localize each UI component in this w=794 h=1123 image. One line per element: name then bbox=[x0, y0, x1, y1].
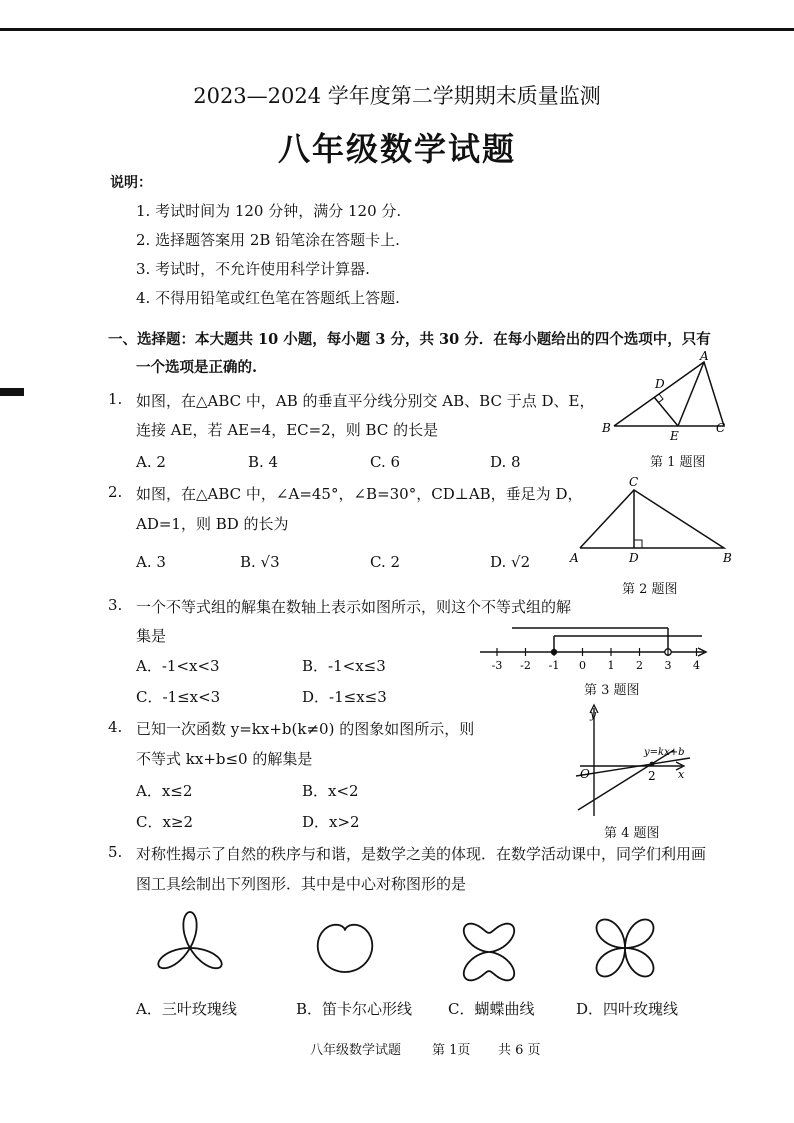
option-a: A．三叶玫瑰线 bbox=[136, 1000, 237, 1018]
cardioid-figure bbox=[300, 910, 390, 990]
option-d: D. 8 bbox=[490, 453, 521, 471]
axis-tick-label: 4 bbox=[693, 659, 700, 672]
instruction-item: 4. 不得用铅笔或红色笔在答题纸上答题. bbox=[136, 289, 400, 307]
option-a: A. 2 bbox=[136, 453, 166, 471]
label-e: E bbox=[670, 429, 679, 443]
option-c: C. 6 bbox=[370, 453, 401, 471]
question-text: 不等式 kx+b≤0 的解集是 bbox=[136, 750, 313, 768]
option-d: D．-1≤x≤3 bbox=[302, 688, 387, 706]
footer-subject: 八年级数学试题 bbox=[310, 1043, 402, 1058]
label-c: C bbox=[629, 475, 639, 489]
butterfly-curve-figure bbox=[444, 908, 534, 988]
question-text: AD=1，则 BD 的长为 bbox=[136, 515, 289, 533]
label-x: x bbox=[678, 768, 685, 781]
question-text: 一个不等式组的解集在数轴上表示如图所示，则这个不等式组的解 bbox=[136, 598, 572, 616]
footer-page-number: 第 1页 bbox=[432, 1043, 471, 1058]
question-text: 集是 bbox=[136, 627, 167, 645]
label-b: B bbox=[723, 551, 732, 565]
option-a: A. 3 bbox=[136, 553, 166, 571]
option-b: B．x<2 bbox=[302, 782, 359, 800]
question-number: 3. bbox=[108, 596, 123, 614]
option-c: C. 2 bbox=[370, 553, 401, 571]
top-border-line bbox=[0, 28, 794, 31]
figure-q1 bbox=[598, 348, 748, 448]
label-d: D bbox=[655, 377, 665, 391]
question-number: 1. bbox=[108, 390, 123, 408]
option-c: C．x≥2 bbox=[136, 813, 194, 831]
question-text: 连接 AE，若 AE=4，EC=2，则 BC 的长是 bbox=[136, 421, 439, 439]
footer-page-total: 共 6 页 bbox=[498, 1043, 541, 1058]
question-text: 如图，在△ABC 中，AB 的垂直平分线分别交 AB、BC 于点 D、E， bbox=[136, 392, 595, 410]
option-c: C．-1≤x<3 bbox=[136, 688, 221, 706]
label-a: A bbox=[700, 349, 709, 363]
exam-title: 2023—2024 学年度第二学期期末质量监测 bbox=[193, 84, 601, 108]
figure-q4 bbox=[570, 700, 700, 820]
main-title: 八年级数学试题 bbox=[277, 130, 516, 168]
option-b: B. 4 bbox=[248, 453, 279, 471]
question-text: 对称性揭示了自然的秩序与和谐，是数学之美的体现．在数学活动课中，同学们利用画 bbox=[136, 845, 707, 863]
option-c: C．蝴蝶曲线 bbox=[448, 1000, 535, 1018]
label-function: y=kx+b bbox=[644, 747, 685, 758]
option-d: D．四叶玫瑰线 bbox=[576, 1000, 679, 1018]
figure-caption: 第 3 题图 bbox=[584, 683, 640, 698]
three-leaf-rose-figure bbox=[150, 908, 230, 988]
axis-tick-label: -2 bbox=[520, 659, 531, 672]
figure-caption: 第 4 题图 bbox=[604, 826, 660, 841]
question-number: 4. bbox=[108, 718, 123, 736]
option-a: A．x≤2 bbox=[136, 782, 193, 800]
label-two: 2 bbox=[648, 769, 656, 783]
number-line-figure bbox=[474, 620, 714, 672]
option-b: B．笛卡尔心形线 bbox=[296, 1000, 413, 1018]
label-y: y bbox=[590, 708, 597, 721]
figure-q2 bbox=[568, 476, 744, 566]
axis-tick-label: 2 bbox=[636, 659, 643, 672]
four-leaf-rose-figure bbox=[585, 908, 665, 988]
option-a: A．-1<x<3 bbox=[136, 657, 220, 675]
instructions-heading: 说明： bbox=[110, 175, 152, 191]
option-d: D．x>2 bbox=[302, 813, 360, 831]
label-origin: O bbox=[580, 767, 590, 781]
question-text: 图工具绘制出下列图形．其中是中心对称图形的是 bbox=[136, 875, 467, 893]
axis-tick-label: 3 bbox=[664, 659, 672, 672]
section-heading: 一、选择题：本大题共 10 小题，每小题 3 分，共 30 分．在每小题给出的四个选项中，只有 bbox=[108, 331, 711, 348]
label-d: D bbox=[629, 551, 639, 565]
instruction-item: 2. 选择题答案用 2B 铅笔涂在答题卡上. bbox=[136, 231, 400, 249]
axis-tick-label: 0 bbox=[579, 659, 586, 672]
option-b: B. √3 bbox=[240, 553, 280, 571]
axis-tick-label: 1 bbox=[607, 659, 615, 672]
axis-tick-label: -1 bbox=[548, 659, 560, 672]
option-d: D. √2 bbox=[490, 553, 531, 571]
figure-caption: 第 1 题图 bbox=[650, 455, 706, 470]
axis-tick-label: -3 bbox=[491, 659, 503, 672]
section-heading-cont: 一个选项是正确的. bbox=[136, 359, 258, 376]
question-text: 如图，在△ABC 中，∠A=45°，∠B=30°，CD⊥AB，垂足为 D， bbox=[136, 485, 583, 503]
instruction-item: 1. 考试时间为 120 分钟，满分 120 分. bbox=[136, 202, 402, 220]
label-c: C bbox=[716, 421, 726, 435]
option-b: B．-1<x≤3 bbox=[302, 657, 386, 675]
question-number: 5. bbox=[108, 843, 123, 861]
figure-caption: 第 2 题图 bbox=[622, 582, 678, 597]
instruction-item: 3. 考试时，不允许使用科学计算器. bbox=[136, 260, 370, 278]
label-a: A bbox=[570, 551, 579, 565]
margin-mark bbox=[0, 388, 24, 396]
question-text: 已知一次函数 y=kx+b(k≠0) 的图象如图所示，则 bbox=[136, 720, 475, 738]
question-number: 2. bbox=[108, 483, 123, 501]
label-b: B bbox=[602, 421, 611, 435]
